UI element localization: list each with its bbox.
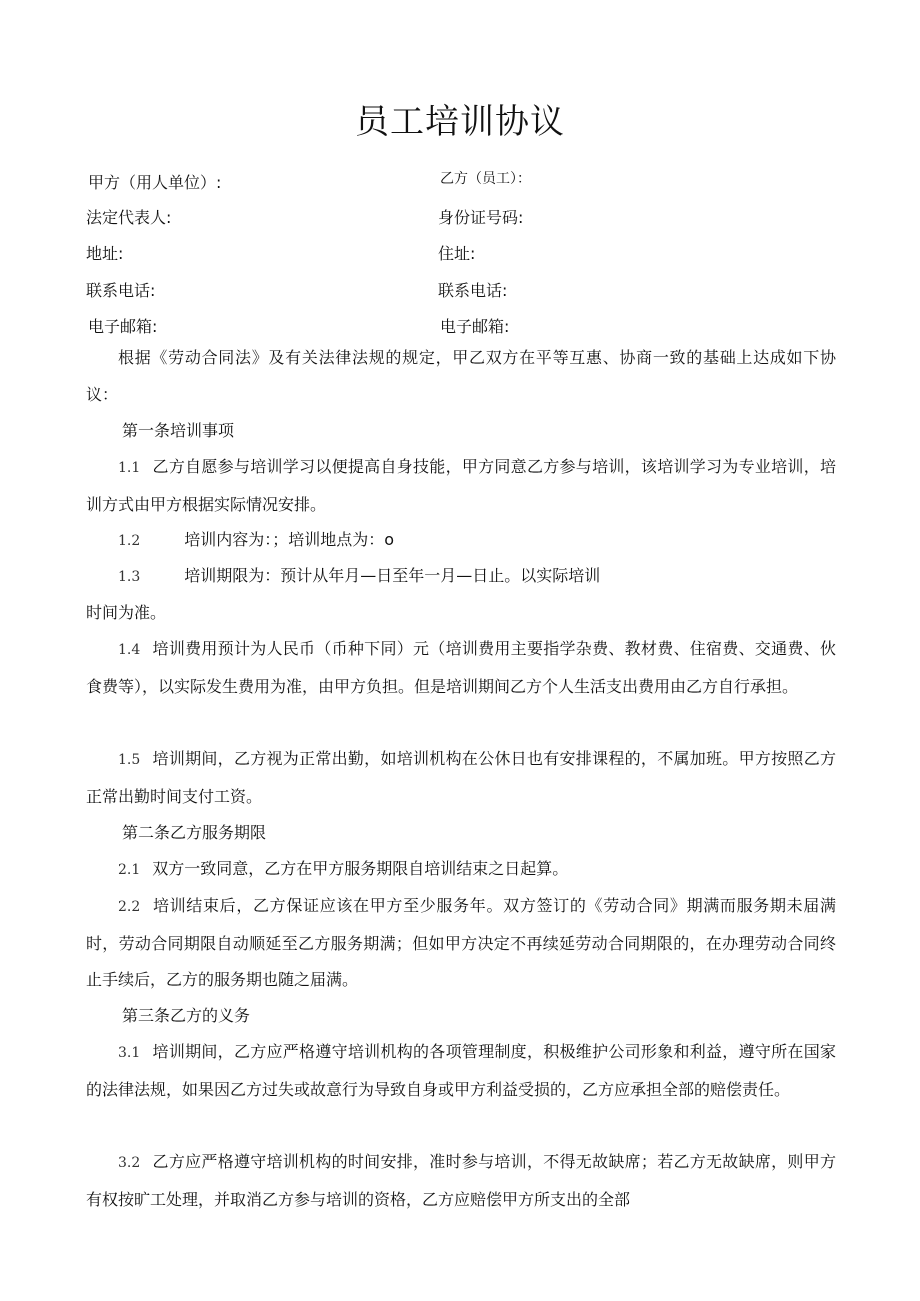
clause-text: 培训期限为：预计从年月—日至年一月—日止。以实际培训 [184,566,601,585]
party-a-representative: 法定代表人: [86,208,172,227]
clause-number: 1.1 [118,460,141,476]
clause-number: 3.2 [118,1155,141,1171]
article-1-heading: 第一条培训事项 [122,421,235,440]
clause-1-1 [86,449,836,523]
clause-2-1 [86,851,836,889]
clause-1-2 [86,522,836,560]
party-b-email: 电子邮箱: [440,317,510,336]
clause-text: 培训期间，乙方视为正常出勤，如培训机构在公休日也有安排课程的，不属加班。甲方按照乙方正常出勤时间支付工资。 [86,749,836,806]
clause-2-2 [86,888,836,999]
clause-number: 1.5 [118,752,141,768]
clause-text: 乙方自愿参与培训学习以便提高自身技能，甲方同意乙方参与培训，该培训学习为专业培训，培训方式由甲方根据实际情况安排。 [86,457,836,514]
clause-number: 1.2 [118,533,141,549]
clause-3-1 [86,1034,836,1108]
intro-text: 根据《劳动合同法》及有关法律法规的规定，甲乙双方在平等互惠、协商一致的基础上达成如下协议： [86,348,836,404]
intro-paragraph [86,340,836,413]
party-b-phone: 联系电话: [438,281,508,300]
document-title: 员工培训协议 [355,102,565,142]
party-a-address: 地址: [86,244,124,263]
party-a-phone: 联系电话: [86,281,156,300]
clause-text: 培训内容为：；培训地点为：o [184,530,395,549]
clause-text: 双方一致同意，乙方在甲方服务期限自培训结束之日起算。 [152,859,569,878]
party-a-label: 甲方（用人单位）: [88,173,222,192]
clause-text: 乙方应严格遵守培训机构的时间安排，准时参与培训，不得无故缺席；若乙方无故缺席，则甲方有权按旷工处理，并取消乙方参与培训的资格，乙方应赔偿甲方所支出的全部 [86,1152,836,1209]
party-b-id-number: 身份证号码: [438,208,524,227]
clause-text: 培训费用预计为人民币（币种下同）元（培训费用主要指学杂费、教材费、住宿费、交通费、伙食费等），以实际发生费用为准，由甲方负担。但是培训期间乙方个人生活支出费用由乙方自行承担。 [86,639,836,696]
party-a-email: 电子邮箱: [88,317,158,336]
clause-number: 1.4 [118,642,141,658]
clause-number: 2.2 [118,899,141,915]
clause-1-3 [86,558,836,596]
article-2-heading: 第二条乙方服务期限 [122,823,267,842]
clause-number: 3.1 [118,1045,141,1061]
party-b-address: 住址: [438,244,476,263]
clause-text: 培训结束后，乙方保证应该在甲方至少服务年。双方签订的《劳动合同》期满而服务期未届满时，劳动合同期限自动顺延至乙方服务期满；但如甲方决定不再续延劳动合同期限的，在办理劳动合同终止手续后，乙方的服务期也随之届满。 [86,896,836,989]
clause-1-3-continuation: 时间为准。 [86,603,167,622]
clause-1-4 [86,631,836,705]
clause-1-5 [86,741,836,815]
article-3-heading: 第三条乙方的义务 [122,1006,251,1025]
clause-number: 2.1 [118,862,141,878]
clause-text: 培训期间，乙方应严格遵守培训机构的各项管理制度，积极维护公司形象和利益，遵守所在国家的法律法规，如果因乙方过失或故意行为导致自身或甲方利益受损的，乙方应承担全部的赔偿责任。 [86,1042,836,1099]
clause-3-2 [86,1144,836,1218]
party-b-label: 乙方（员工）： [440,171,531,187]
clause-number: 1.3 [118,569,141,585]
